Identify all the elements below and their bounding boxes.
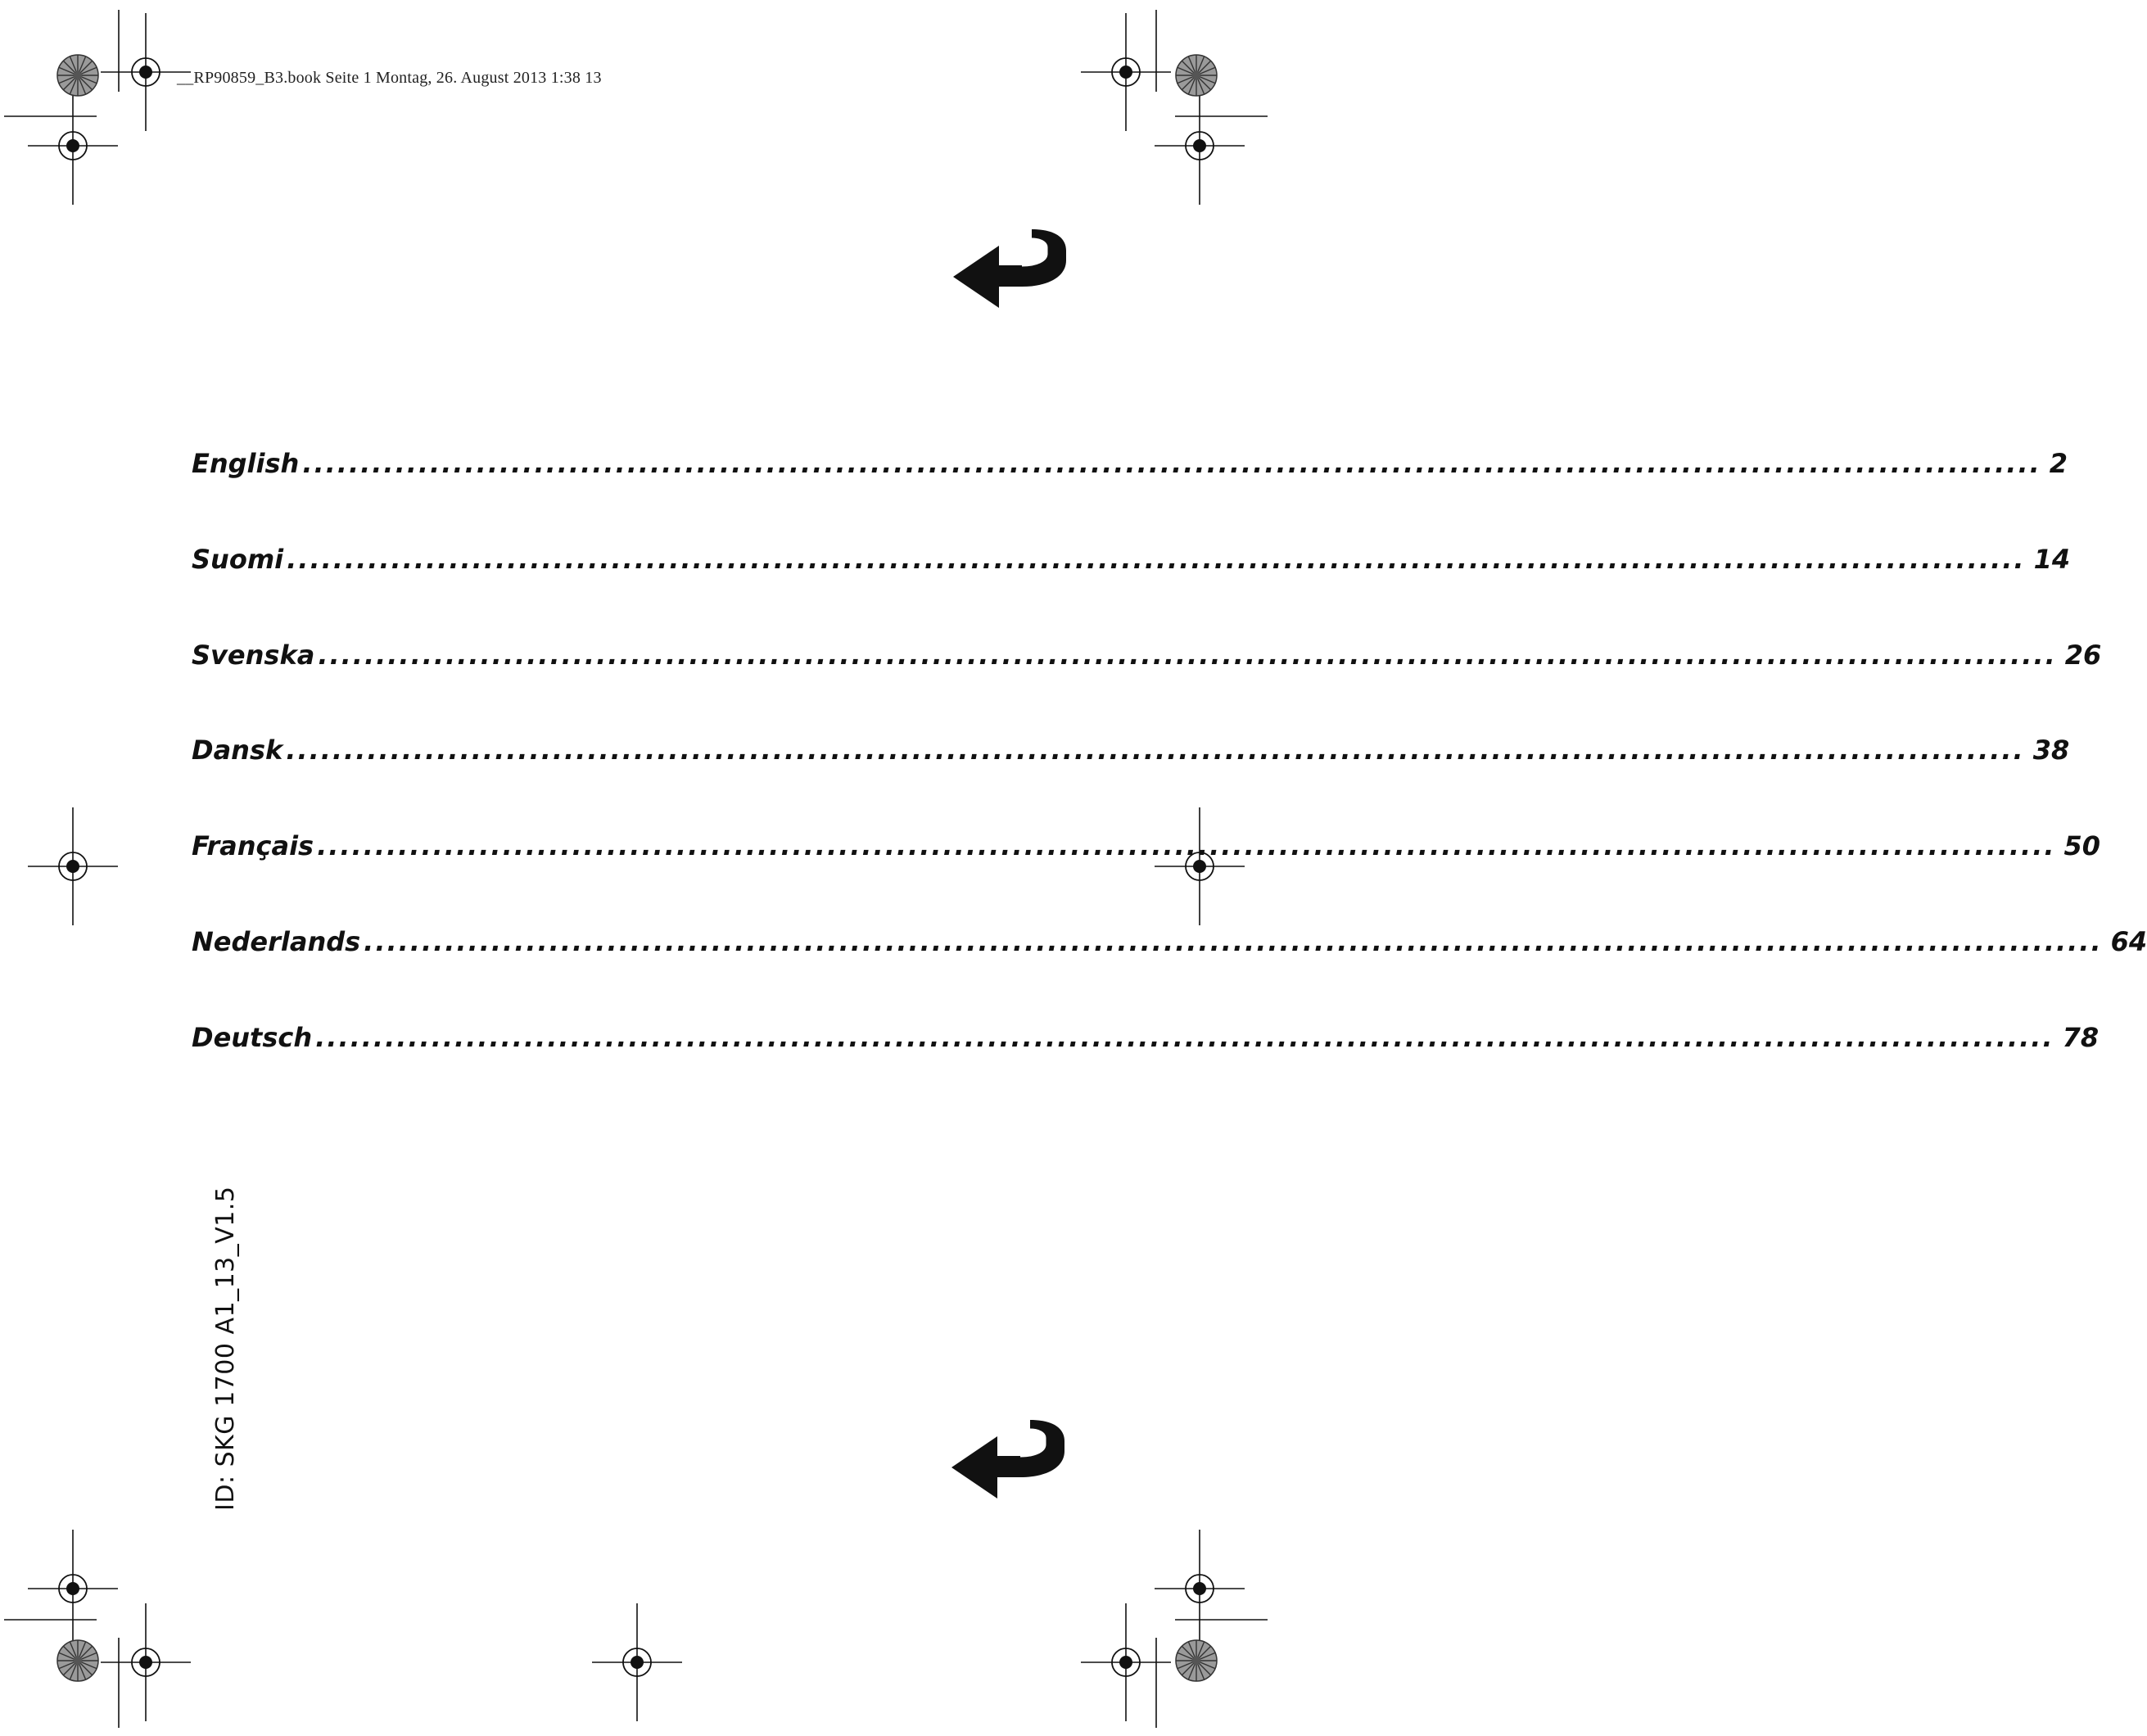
toc-leader-dots: ...................................................................................................................................................... — [315, 1022, 2054, 1053]
toc-label: Français — [192, 830, 314, 861]
toc-page-number: 2 — [2049, 448, 2068, 479]
toc-page-number: 50 — [2063, 830, 2101, 861]
toc-label: Suomi — [192, 544, 284, 575]
toc-entry-suomi[interactable] — [192, 544, 2071, 580]
toc-entry-svenska[interactable] — [192, 640, 2102, 676]
toc-page-number: 64 — [2110, 926, 2147, 957]
toc-leader-dots: ...................................................................................................................................................... — [286, 735, 2025, 766]
toc-entry-nederlands[interactable] — [192, 926, 2147, 962]
toc-page-number: 14 — [2033, 544, 2071, 575]
toc-leader-dots: ...................................................................................................................................................... — [318, 640, 2057, 671]
curved-return-arrow-icon — [950, 223, 1073, 321]
toc-leader-dots: ...................................................................................................................................................... — [287, 544, 2026, 575]
toc-leader-dots: ...................................................................................................................................................... — [317, 830, 2056, 861]
toc-entry-english[interactable] — [192, 448, 2068, 484]
toc-leader-dots: ...................................................................................................................................................... — [302, 448, 2041, 479]
toc-page-number: 38 — [2032, 735, 2070, 766]
document-id: ID: SKG 1700 A1_13_V1.5 — [211, 1186, 240, 1511]
toc-entry-dansk[interactable] — [192, 735, 2070, 771]
toc-page-number: 78 — [2062, 1022, 2100, 1053]
print-header: __RP90859_B3.book Seite 1 Montag, 26. August 2013 1:38 13 — [177, 69, 602, 87]
toc-label: Svenska — [192, 640, 315, 671]
toc-leader-dots: ...................................................................................................................................................... — [364, 926, 2103, 957]
toc-label: Deutsch — [192, 1022, 313, 1053]
toc-entry-deutsch[interactable] — [192, 1022, 2100, 1058]
toc-label: Dansk — [192, 735, 283, 766]
toc-label: English — [192, 448, 300, 479]
toc-entry-francais[interactable] — [192, 830, 2101, 866]
curved-return-arrow-icon — [948, 1413, 1071, 1512]
toc-page-number: 26 — [2064, 640, 2102, 671]
toc-label: Nederlands — [192, 926, 361, 957]
